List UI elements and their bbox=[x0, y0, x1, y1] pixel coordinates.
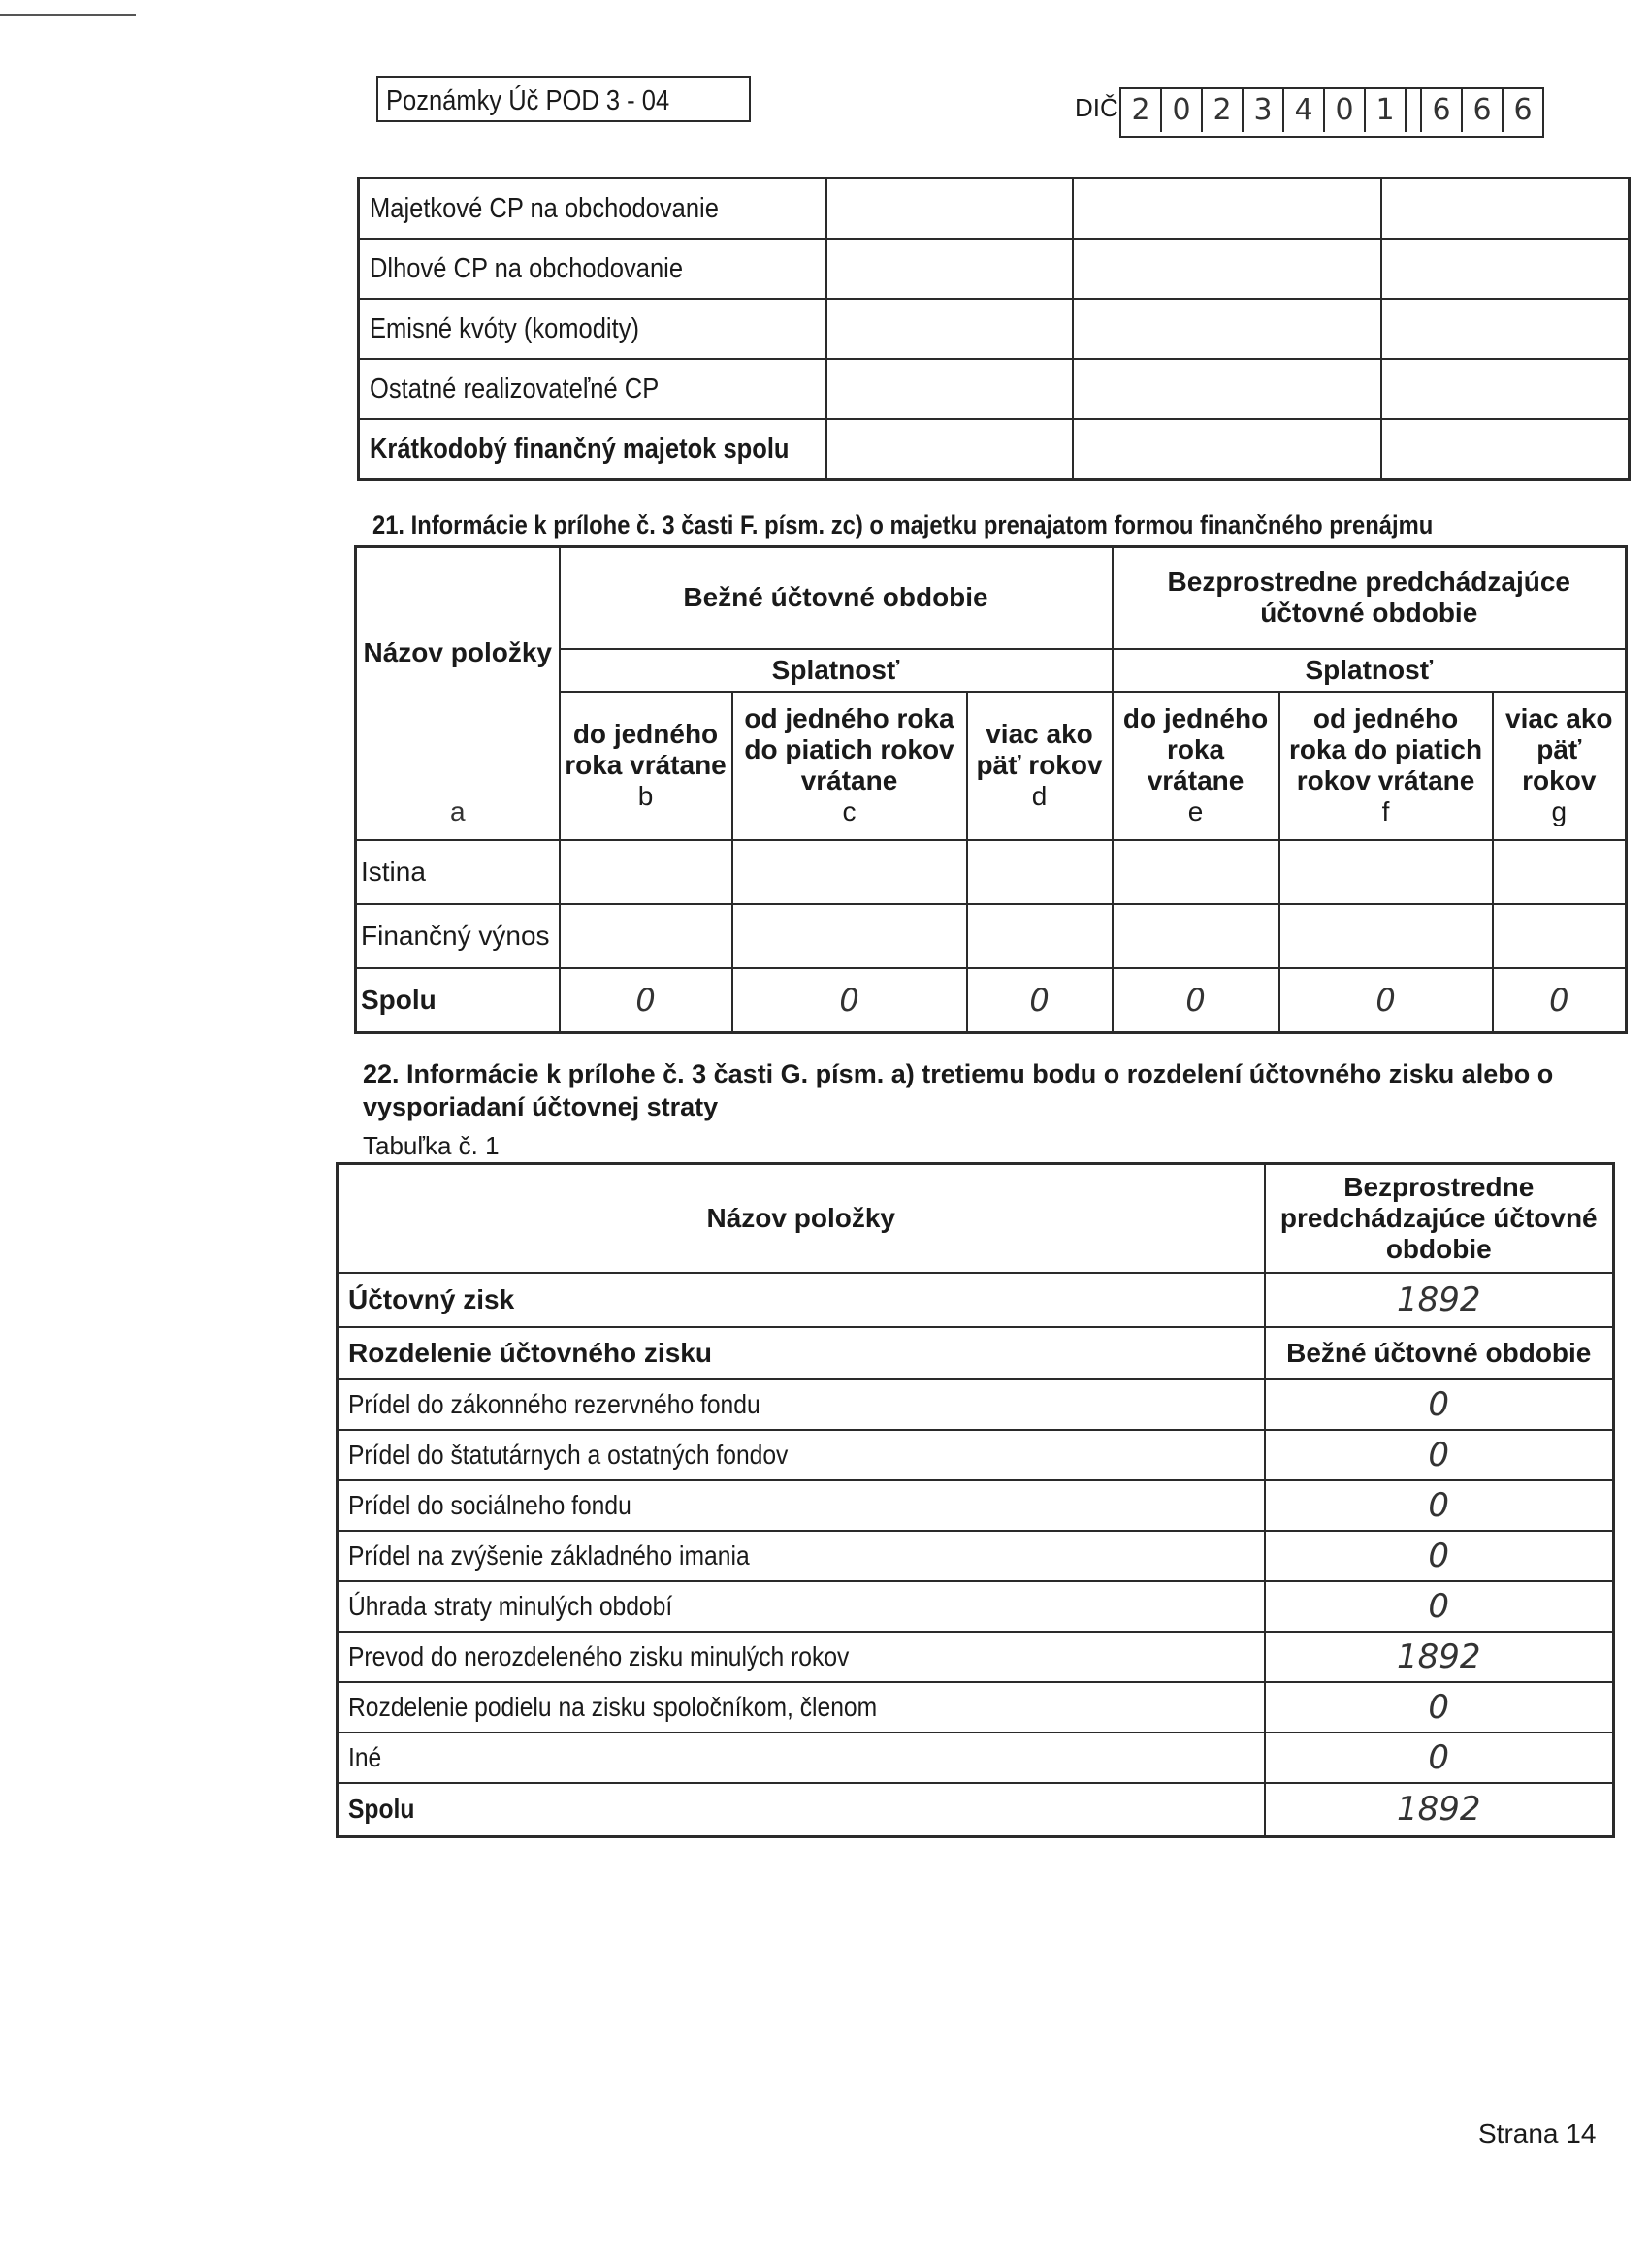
value-cell bbox=[967, 840, 1113, 904]
maturity-header: Splatnosť bbox=[560, 649, 1113, 692]
value-cell bbox=[1113, 904, 1279, 968]
value-cell: 0 bbox=[1113, 968, 1279, 1032]
short-term-financial-assets-table bbox=[357, 177, 1631, 481]
table-row bbox=[359, 359, 1630, 419]
dic-digit: 6 bbox=[1513, 93, 1533, 127]
value-cell bbox=[1073, 299, 1381, 359]
value-cell: 0 bbox=[1265, 1480, 1614, 1531]
profit-distribution-table bbox=[336, 1162, 1615, 1838]
value-cell bbox=[826, 178, 1073, 240]
table-row bbox=[338, 1480, 1614, 1531]
dic-digit-gap bbox=[1406, 89, 1422, 132]
row-label: Prídel do štatutárnych a ostatných fondov bbox=[338, 1430, 1265, 1480]
value-cell: 0 bbox=[1279, 968, 1493, 1032]
value-cell bbox=[1381, 299, 1630, 359]
finance-lease-table bbox=[354, 545, 1628, 1034]
table-row-total bbox=[338, 1783, 1614, 1837]
section-21-title: 21. Informácie k prílohe č. 3 časti F. písm. zc) o majetku prenajatom formou finančného prenájmu bbox=[372, 510, 1434, 539]
value-cell: 0 bbox=[1265, 1430, 1614, 1480]
row-label: Finančný výnos bbox=[356, 904, 560, 968]
table-caption: Tabuľka č. 1 bbox=[363, 1131, 500, 1160]
table-row bbox=[356, 904, 1627, 968]
value-cell bbox=[1073, 239, 1381, 299]
row-label: Účtovný zisk bbox=[338, 1273, 1265, 1327]
row-label: Rozdelenie podielu na zisku spoločníkom, členom bbox=[338, 1682, 1265, 1733]
column-header: do jedného roka vrátane e bbox=[1113, 692, 1279, 840]
value-cell bbox=[1381, 419, 1630, 480]
value-cell: 0 bbox=[1265, 1733, 1614, 1783]
table-row bbox=[338, 1531, 1614, 1581]
row-label: Spolu bbox=[356, 968, 560, 1032]
dic-digit: 3 bbox=[1244, 89, 1284, 132]
table-row-total bbox=[359, 419, 1630, 480]
table-row bbox=[359, 239, 1630, 299]
row-label: Prídel do sociálneho fondu bbox=[338, 1480, 1265, 1531]
row-label: Istina bbox=[356, 840, 560, 904]
row-label: Prevod do nerozdeleného zisku minulých rokov bbox=[338, 1632, 1265, 1682]
scan-artifact-line bbox=[0, 14, 136, 16]
dic-digit: 6 bbox=[1463, 89, 1504, 132]
value-cell: 1892 bbox=[1265, 1783, 1614, 1837]
value-cell bbox=[967, 904, 1113, 968]
value-cell bbox=[1381, 359, 1630, 419]
dic-digit: 6 bbox=[1422, 89, 1463, 132]
table-row bbox=[338, 1430, 1614, 1480]
table-row bbox=[338, 1273, 1614, 1327]
value-cell bbox=[1381, 239, 1630, 299]
value-cell: 0 bbox=[1265, 1581, 1614, 1632]
value-cell bbox=[1073, 178, 1381, 240]
table-row bbox=[338, 1733, 1614, 1783]
row-label: Rozdelenie účtovného zisku bbox=[338, 1327, 1265, 1379]
column-header: viac ako päť rokov g bbox=[1493, 692, 1627, 840]
value-cell bbox=[1493, 904, 1627, 968]
row-label: Ostatné realizovateľné CP bbox=[359, 359, 826, 419]
value-cell bbox=[1073, 419, 1381, 480]
value-cell bbox=[1493, 840, 1627, 904]
value-cell bbox=[1073, 359, 1381, 419]
value-cell bbox=[1279, 840, 1493, 904]
dic-digit: 2 bbox=[1203, 89, 1244, 132]
table-row bbox=[338, 1581, 1614, 1632]
dic-label: DIČ bbox=[1075, 93, 1118, 122]
dic-digit: 0 bbox=[1162, 89, 1203, 132]
dic-digit: 1 bbox=[1366, 89, 1406, 132]
previous-period-header: Bezprostredne predchádzajúce účtovné obdobie bbox=[1265, 1164, 1614, 1273]
value-cell bbox=[826, 359, 1073, 419]
page-number: Strana 14 bbox=[1478, 2119, 1597, 2149]
row-label: Krátkodobý finančný majetok spolu bbox=[359, 419, 826, 480]
column-header: viac ako päť rokov d bbox=[967, 692, 1113, 840]
maturity-header: Splatnosť bbox=[1113, 649, 1627, 692]
item-name-header: Názov položky a bbox=[356, 547, 560, 841]
row-label: Majetkové CP na obchodovanie bbox=[359, 178, 826, 240]
value-cell bbox=[826, 239, 1073, 299]
value-cell: 0 bbox=[1265, 1531, 1614, 1581]
value-cell: 0 bbox=[732, 968, 967, 1032]
dic-digit: 2 bbox=[1121, 89, 1162, 132]
section-22-title: 22. Informácie k prílohe č. 3 časti G. písm. a) tretiemu bodu o rozdelení účtovného zisku alebo o vysporiadaní účtovnej straty bbox=[363, 1059, 1554, 1121]
value-cell bbox=[1113, 840, 1279, 904]
row-label: Dlhové CP na obchodovanie bbox=[359, 239, 826, 299]
current-period-header: Bežné účtovné obdobie bbox=[560, 547, 1113, 649]
value-cell bbox=[1279, 904, 1493, 968]
table-row bbox=[338, 1632, 1614, 1682]
table-row bbox=[356, 840, 1627, 904]
table-row-total bbox=[356, 968, 1627, 1032]
previous-period-header: Bezprostredne predchádzajúce účtovné obdobie bbox=[1113, 547, 1627, 649]
row-label: Iné bbox=[338, 1733, 1265, 1783]
table-row bbox=[338, 1682, 1614, 1733]
row-label: Emisné kvóty (komodity) bbox=[359, 299, 826, 359]
form-label: Poznámky Úč POD 3 - 04 bbox=[386, 85, 670, 116]
row-label: Prídel do zákonného rezervného fondu bbox=[338, 1379, 1265, 1430]
row-label: Úhrada straty minulých období bbox=[338, 1581, 1265, 1632]
dic-digit: 0 bbox=[1325, 89, 1366, 132]
value-cell: 0 bbox=[967, 968, 1113, 1032]
table-row bbox=[359, 178, 1630, 240]
item-name-header: Názov položky bbox=[338, 1164, 1265, 1273]
value-cell bbox=[826, 299, 1073, 359]
value-cell bbox=[1381, 178, 1630, 240]
value-cell: 0 bbox=[1265, 1379, 1614, 1430]
dic-digit: 4 bbox=[1284, 89, 1325, 132]
value-cell bbox=[732, 904, 967, 968]
row-label: Prídel na zvýšenie základného imania bbox=[338, 1531, 1265, 1581]
value-cell: 1892 bbox=[1265, 1273, 1614, 1327]
dic-digit-boxes bbox=[1119, 87, 1544, 138]
row-label: Spolu bbox=[338, 1783, 1265, 1837]
value-cell bbox=[732, 840, 967, 904]
column-header: od jedného roka do piatich rokov vrátane f bbox=[1279, 692, 1493, 840]
value-cell: 1892 bbox=[1265, 1632, 1614, 1682]
value-cell bbox=[560, 904, 732, 968]
column-header: do jedného roka vrátane b bbox=[560, 692, 732, 840]
form-label-box bbox=[376, 76, 751, 122]
table-row bbox=[338, 1379, 1614, 1430]
value-cell: 0 bbox=[1493, 968, 1627, 1032]
value-cell bbox=[826, 419, 1073, 480]
current-period-header: Bežné účtovné obdobie bbox=[1265, 1327, 1614, 1379]
table-row bbox=[359, 299, 1630, 359]
value-cell: 0 bbox=[1265, 1682, 1614, 1733]
value-cell bbox=[560, 840, 732, 904]
value-cell: 0 bbox=[560, 968, 732, 1032]
column-header: od jedného roka do piatich rokov vrátane c bbox=[732, 692, 967, 840]
